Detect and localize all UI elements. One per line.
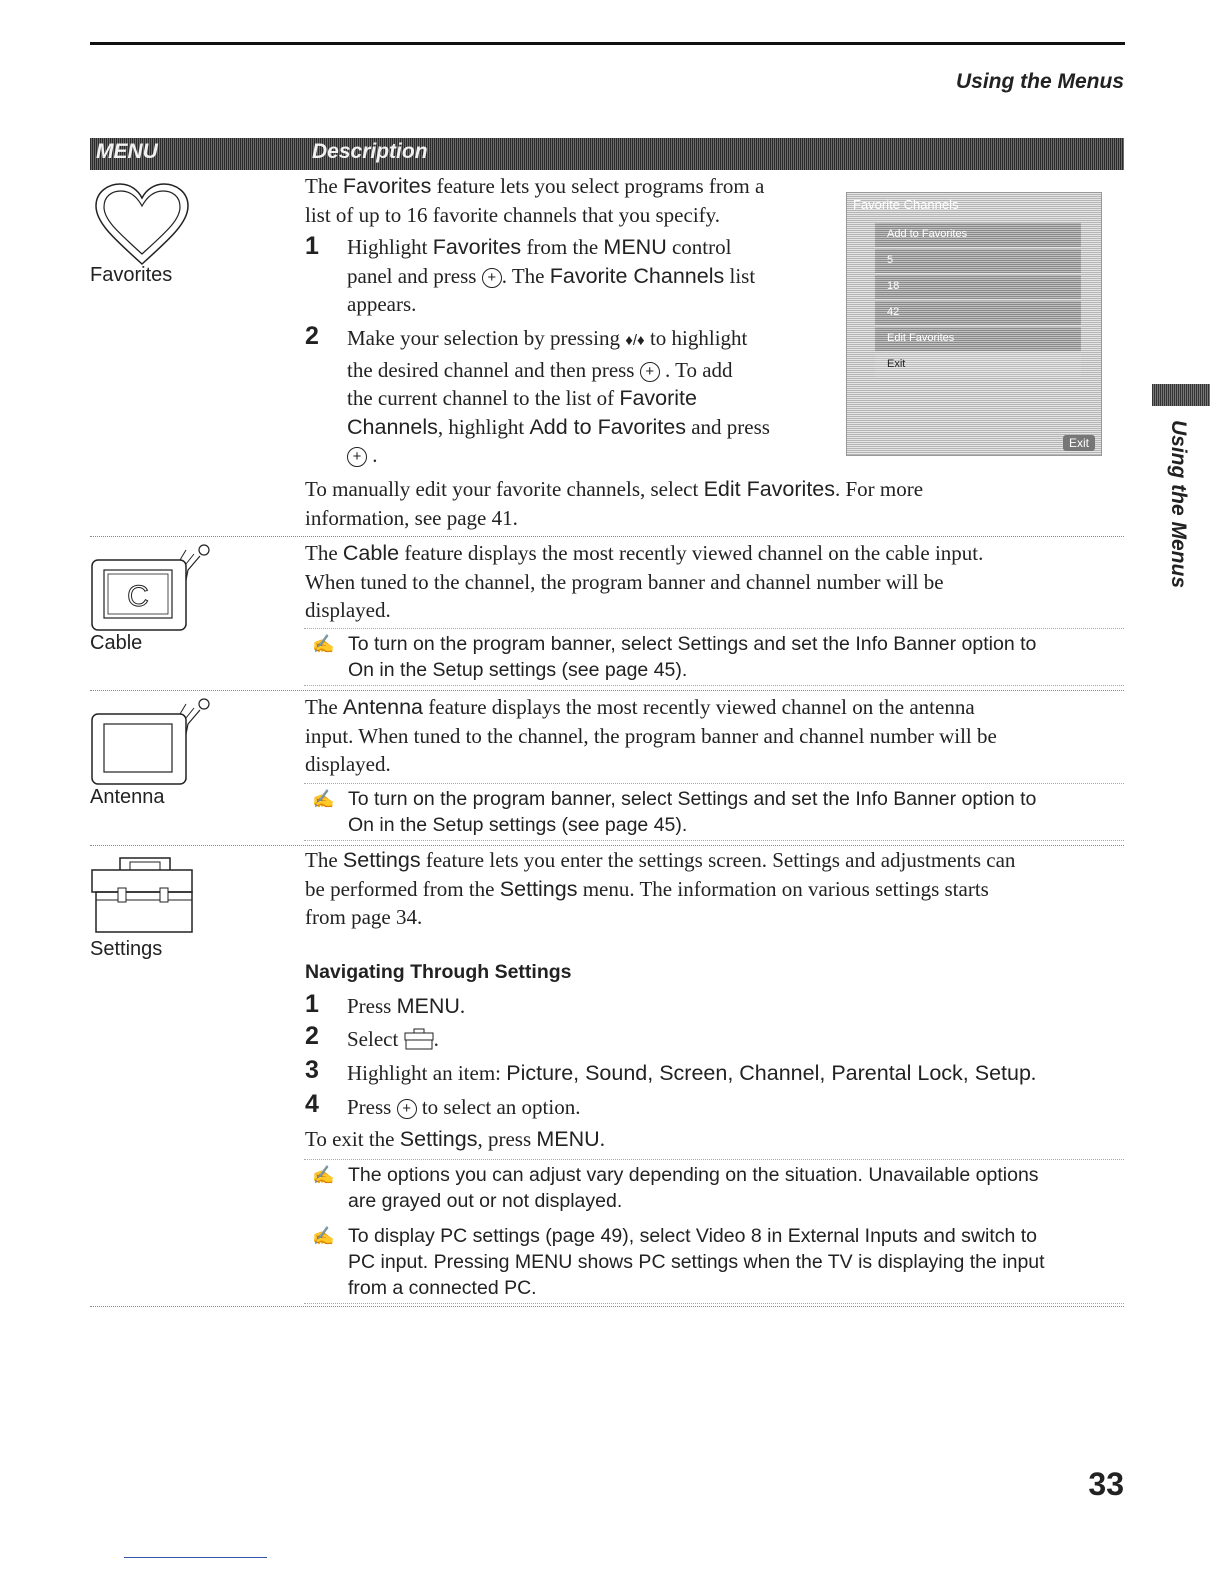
toolbox-icon (90, 852, 200, 941)
list-item: Add to Favorites (875, 223, 1081, 247)
heart-icon (92, 182, 192, 277)
toolbox-icon (404, 1028, 434, 1050)
side-tab-marker (1152, 384, 1210, 406)
column-header-menu: MENU (96, 140, 158, 163)
step-number: 2 (305, 322, 319, 350)
cable-letter: C (127, 580, 149, 613)
row-label-settings: Settings (90, 938, 163, 960)
settings-note-1: ✍ The options you can adjust vary depending on the situation. Unavailable options are grayed out or not displayed. (304, 1159, 1124, 1216)
note-pencil-icon: ✍ (312, 789, 335, 809)
cable-tv-icon (90, 540, 215, 637)
row-label-favorites: Favorites (90, 264, 173, 286)
step-number: 2 (305, 1022, 319, 1050)
step-number: 1 (305, 232, 319, 260)
settings-step-3: Highlight an item: Picture, Sound, Screen, Channel, Parental Lock, Setup. (347, 1061, 1037, 1085)
cable-note: ✍ To turn on the program banner, select Settings and set the Info Banner option to On in the Setup settings (see page 45). (304, 628, 1124, 686)
list-item: 18 (875, 275, 1081, 299)
step-number: 4 (305, 1090, 319, 1118)
screenshot-exit-button: Exit (1063, 435, 1095, 451)
note-pencil-icon: ✍ (312, 634, 335, 654)
navigating-heading: Navigating Through Settings (305, 961, 572, 983)
enter-button-icon: + (347, 447, 367, 467)
favorites-intro: The Favorites feature lets you select programs from a list of up to 16 favorite channels that you specify. (305, 174, 765, 227)
list-item: 42 (875, 301, 1081, 325)
row-divider (90, 1306, 1124, 1307)
screenshot-title: Favorite Channels (853, 197, 959, 212)
settings-step-4: Press + to select an option. (347, 1095, 581, 1119)
list-item: Exit (875, 353, 1081, 377)
up-down-arrows-icon: ♦/♦ (625, 332, 645, 349)
favorites-step-2: Make your selection by pressing ♦/♦ to highlight the desired channel and then press + . To add the current channel to the list of Favorite Channels, highlight Add to Favorites and press + . (347, 326, 770, 467)
antenna-note: ✍ To turn on the program banner, select Settings and set the Info Banner option to On in the Setup settings (see page 45). (304, 783, 1124, 841)
cable-description: The Cable feature displays the most recently viewed channel on the cable input. When tuned to the channel, the program banner and channel number will be displayed. (305, 541, 984, 622)
favorites-step-1: Highlight Favorites from the MENU control panel and press + . The Favorite Channels list appears. (347, 235, 756, 316)
favorites-outro: To manually edit your favorite channels, select Edit Favorites. For more information, see page 41. (305, 477, 924, 530)
antenna-description: The Antenna feature displays the most recently viewed channel on the antenna input. When tuned to the channel, the program banner and channel number will be displayed. (305, 695, 997, 776)
note-pencil-icon: ✍ (312, 1165, 335, 1185)
row-label-cable: Cable (90, 632, 143, 654)
antenna-tv-icon (90, 694, 215, 791)
step-number: 3 (305, 1056, 319, 1084)
list-item: 5 (875, 249, 1081, 273)
row-divider (90, 536, 1124, 537)
page-header-title: Using the Menus (955, 70, 1124, 93)
column-header-description: Description (312, 140, 428, 163)
settings-note-2: ✍ To display PC settings (page 49), select Video 8 in External Inputs and switch to PC input. Pressing MENU shows PC settings when the TV is displaying the input from a connected PC. (304, 1221, 1124, 1304)
enter-button-icon: + (482, 268, 502, 288)
settings-step-2: Select . (347, 1027, 439, 1051)
row-divider (90, 690, 1124, 691)
note-pencil-icon: ✍ (312, 1226, 335, 1246)
top-rule (90, 42, 1125, 45)
enter-button-icon: + (397, 1099, 417, 1119)
favorite-channels-list (875, 223, 1081, 370)
enter-button-icon: + (640, 362, 660, 382)
footer-rule (124, 1557, 267, 1558)
row-label-antenna: Antenna (90, 786, 165, 808)
settings-description: The Settings feature lets you enter the settings screen. Settings and adjustments can be performed from the Settings menu. The information on various settings starts from page 34. (305, 848, 1016, 929)
page-number: 33 (1088, 1466, 1124, 1502)
step-number: 1 (305, 990, 319, 1018)
table-header (90, 138, 1124, 170)
settings-exit-instruction: To exit the Settings, press MENU. (305, 1127, 605, 1151)
favorite-channels-screenshot (846, 192, 1102, 456)
list-item: Edit Favorites (875, 327, 1081, 351)
settings-step-1: Press MENU. (347, 994, 466, 1018)
